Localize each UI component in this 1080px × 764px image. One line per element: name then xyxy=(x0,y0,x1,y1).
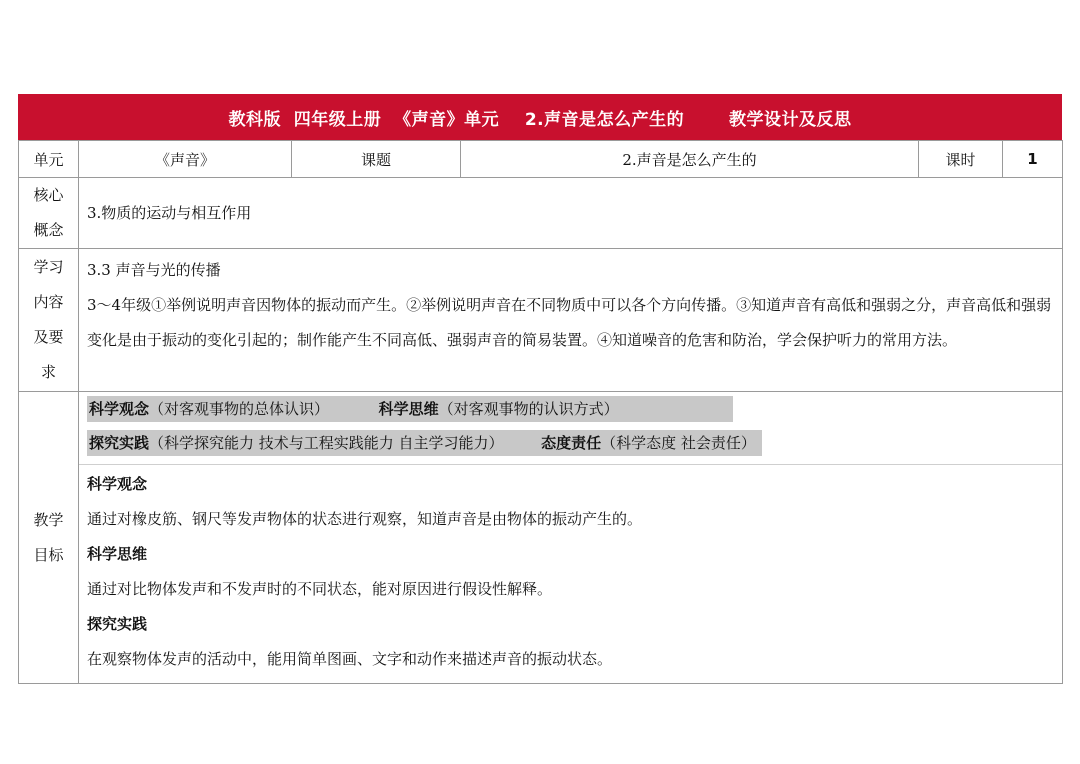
lesson-plan-document xyxy=(18,94,1062,684)
goals-label-line2: 目标 xyxy=(33,545,64,564)
topic-label: 课题 xyxy=(292,141,461,178)
core-concept-label xyxy=(19,178,79,249)
requirements-label-line1: 学习 xyxy=(33,258,64,276)
goals-label xyxy=(19,392,79,684)
requirements-label xyxy=(19,249,79,392)
tag-science-thinking: 科学思维 xyxy=(378,400,439,418)
topic-value: 2.声音是怎么产生的 xyxy=(461,141,919,178)
tag-attitude-responsibility-desc: （科学态度 社会责任） xyxy=(601,434,756,452)
goal-item-text: 通过对比物体发声和不发声时的不同状态，能对原因进行假设性解释。 xyxy=(87,580,553,598)
core-concept-label-line1: 核心 xyxy=(33,186,64,204)
goals-label-line1: 教学 xyxy=(33,510,64,529)
goal-item-text: 在观察物体发声的活动中，能用简单图画、文字和动作来描述声音的振动状态。 xyxy=(87,650,613,668)
requirements-text: 3～4年级①举例说明声音因物体的振动而产生。②举例说明声音在不同物质中可以各个方向传播。③知道声音有高低和强弱之分，声音高低和强弱变化是由于振动的变化引起的；制作能产生不同高低、强弱声音的简易装置。④知道噪音的危害和防治，学会保护听力的常用方法。 xyxy=(87,296,1052,349)
requirements-heading: 3.3 声音与光的传播 xyxy=(87,261,221,279)
period-value: 1 xyxy=(1003,141,1063,178)
tag-attitude-responsibility: 态度责任 xyxy=(541,434,602,452)
goals-content xyxy=(79,392,1063,684)
goals-row xyxy=(19,392,1063,684)
unit-value: 《声音》 xyxy=(79,141,292,178)
goal-tags-line2 xyxy=(79,422,1062,464)
goal-items xyxy=(79,465,1062,683)
goal-tags-line1 xyxy=(79,392,1062,422)
goal-tags-highlight-2 xyxy=(87,430,762,456)
tag-inquiry-practice: 探究实践 xyxy=(89,434,150,452)
core-concept-label-line2: 概念 xyxy=(33,221,64,239)
goal-item-title: 科学思维 xyxy=(87,545,148,563)
unit-row xyxy=(19,141,1063,178)
document-title-banner: 教科版 四年级上册 《声音》单元 2.声音是怎么产生的 教学设计及反思 xyxy=(18,94,1062,140)
requirements-content xyxy=(79,249,1063,392)
tag-science-thinking-desc: （对客观事物的认识方式） xyxy=(438,400,619,418)
goal-item-title: 探究实践 xyxy=(87,615,148,633)
tag-inquiry-practice-desc: （科学探究能力 技术与工程实践能力 自主学习能力） xyxy=(149,434,504,452)
period-label: 课时 xyxy=(919,141,1003,178)
tag-science-concept: 科学观念 xyxy=(89,400,150,418)
unit-label: 单元 xyxy=(19,141,79,178)
goal-tags-highlight-1 xyxy=(87,396,733,422)
tag-science-concept-desc: （对客观事物的总体认识） xyxy=(149,400,330,418)
lesson-plan-table xyxy=(18,140,1063,684)
requirements-label-line2: 内容 xyxy=(33,293,64,311)
goal-item-text: 通过对橡皮筋、钢尺等发声物体的状态进行观察，知道声音是由物体的振动产生的。 xyxy=(87,510,643,528)
requirements-label-line4: 求 xyxy=(40,363,56,381)
requirements-label-line3: 及要 xyxy=(33,328,64,346)
requirements-row xyxy=(19,249,1063,392)
core-concept-value: 3.物质的运动与相互作用 xyxy=(79,178,1063,249)
core-concept-row xyxy=(19,178,1063,249)
goal-item-title: 科学观念 xyxy=(87,475,148,493)
